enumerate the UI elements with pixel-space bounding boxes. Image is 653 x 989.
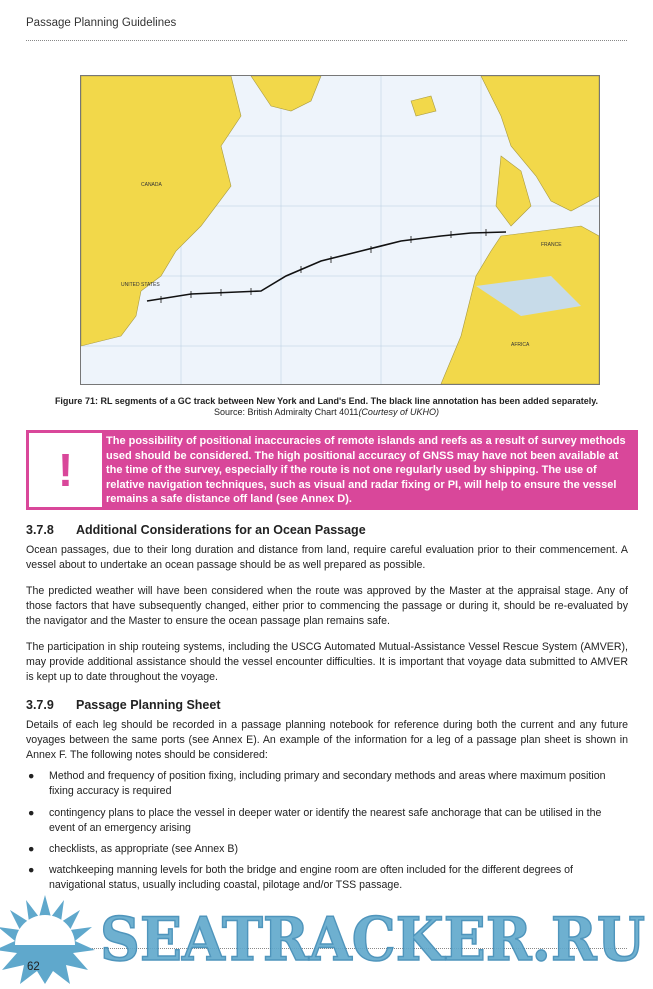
paragraph: Details of each leg should be recorded in a passage planning notebook for reference during both the current and any future voyages between the same ports (see Annex E). An example of the information for a leg of a passage plan sheet is shown in Annex F. The following notes should be considered: <box>26 719 628 761</box>
bullet-icon: ● <box>28 864 35 876</box>
list-item-text: Method and frequency of position fixing, including primary and secondary methods and areas where maximum position fixing accuracy is required <box>49 770 606 797</box>
courtesy-text: (Courtesy of UKHO) <box>358 407 439 417</box>
chart-figure <box>80 75 600 385</box>
header-divider <box>26 40 627 41</box>
paragraph: The participation in ship routeing systems, including the USCG Automated Mutual-Assistance Vessel Rescue System (AMVER), may provide additional assistance should the vessel encounter difficulties. It is important that voyage data submitted to AMVER is kept up to date throughout the voyage. <box>26 641 628 683</box>
bullet-icon: ● <box>28 843 35 855</box>
warning-callout <box>26 430 638 510</box>
section-title: Additional Considerations for an Ocean Passage <box>76 523 366 537</box>
list-item-text: checklists, as appropriate (see Annex B) <box>49 843 239 855</box>
list-item-text: watchkeeping manning levels for both the bridge and engine room are often included for the different degrees of navigational status, usually including coastal, pilotage and/or TSS passage. <box>49 864 573 891</box>
svg-text:SEATRACKER.RU: SEATRACKER.RU <box>100 905 645 975</box>
paragraph: Ocean passages, due to their long duration and distance from land, require careful evaluation prior to their commencement. A vessel about to undertake an ocean passage should be as well prepared as possible. <box>26 544 628 571</box>
svg-text:UNITED STATES: UNITED STATES <box>121 282 160 288</box>
section-number: 3.7.8 <box>26 523 54 537</box>
svg-text:AFRICA: AFRICA <box>511 342 530 348</box>
section-title: Passage Planning Sheet <box>76 698 221 712</box>
figure-caption: Figure 71: RL segments of a GC track between New York and Land's End. The black line annotation has been added separately. <box>54 396 599 406</box>
section-heading-3-7-9 <box>26 698 221 712</box>
list-item-text: contingency plans to place the vessel in deeper water or identify the nearest safe anchorage that can be utilised in the event of an emergency arising <box>49 807 602 834</box>
svg-text:CANADA: CANADA <box>141 182 162 188</box>
warning-text: The possibility of positional inaccuracies of remote islands and reefs as a result of survey methods used should be considered. The high positional accuracy of GNSS may have not been available at the time of the survey, especially if the route is not one regularly used by shipping. The use of relative navigation techniques, such as visual and radar fixing or PI, will help to ensure the vessel remains a safe distance off land (see Annex D). <box>106 435 626 506</box>
running-header: Passage Planning Guidelines <box>26 17 177 29</box>
bullet-icon: ● <box>28 770 35 782</box>
exclamation-icon: ! <box>29 433 102 507</box>
sun-logo-icon <box>0 895 95 984</box>
section-number: 3.7.9 <box>26 698 54 712</box>
paragraph: The predicted weather will have been considered when the route was approved by the Master at the appraisal stage. Any of those factors that have subsequently changed, either prior to commencing the passage or during it, should be re-evaluated by the navigator and the Master to ensure the ocean passage plan remains safe. <box>26 585 628 627</box>
section-heading-3-7-8 <box>26 523 366 537</box>
source-text: Source: British Admiralty Chart 4011 <box>214 407 359 417</box>
page-number: 62 <box>27 961 40 973</box>
watermark <box>0 895 653 984</box>
bullet-icon: ● <box>28 807 35 819</box>
svg-text:FRANCE: FRANCE <box>541 242 562 248</box>
figure-source <box>0 407 653 417</box>
